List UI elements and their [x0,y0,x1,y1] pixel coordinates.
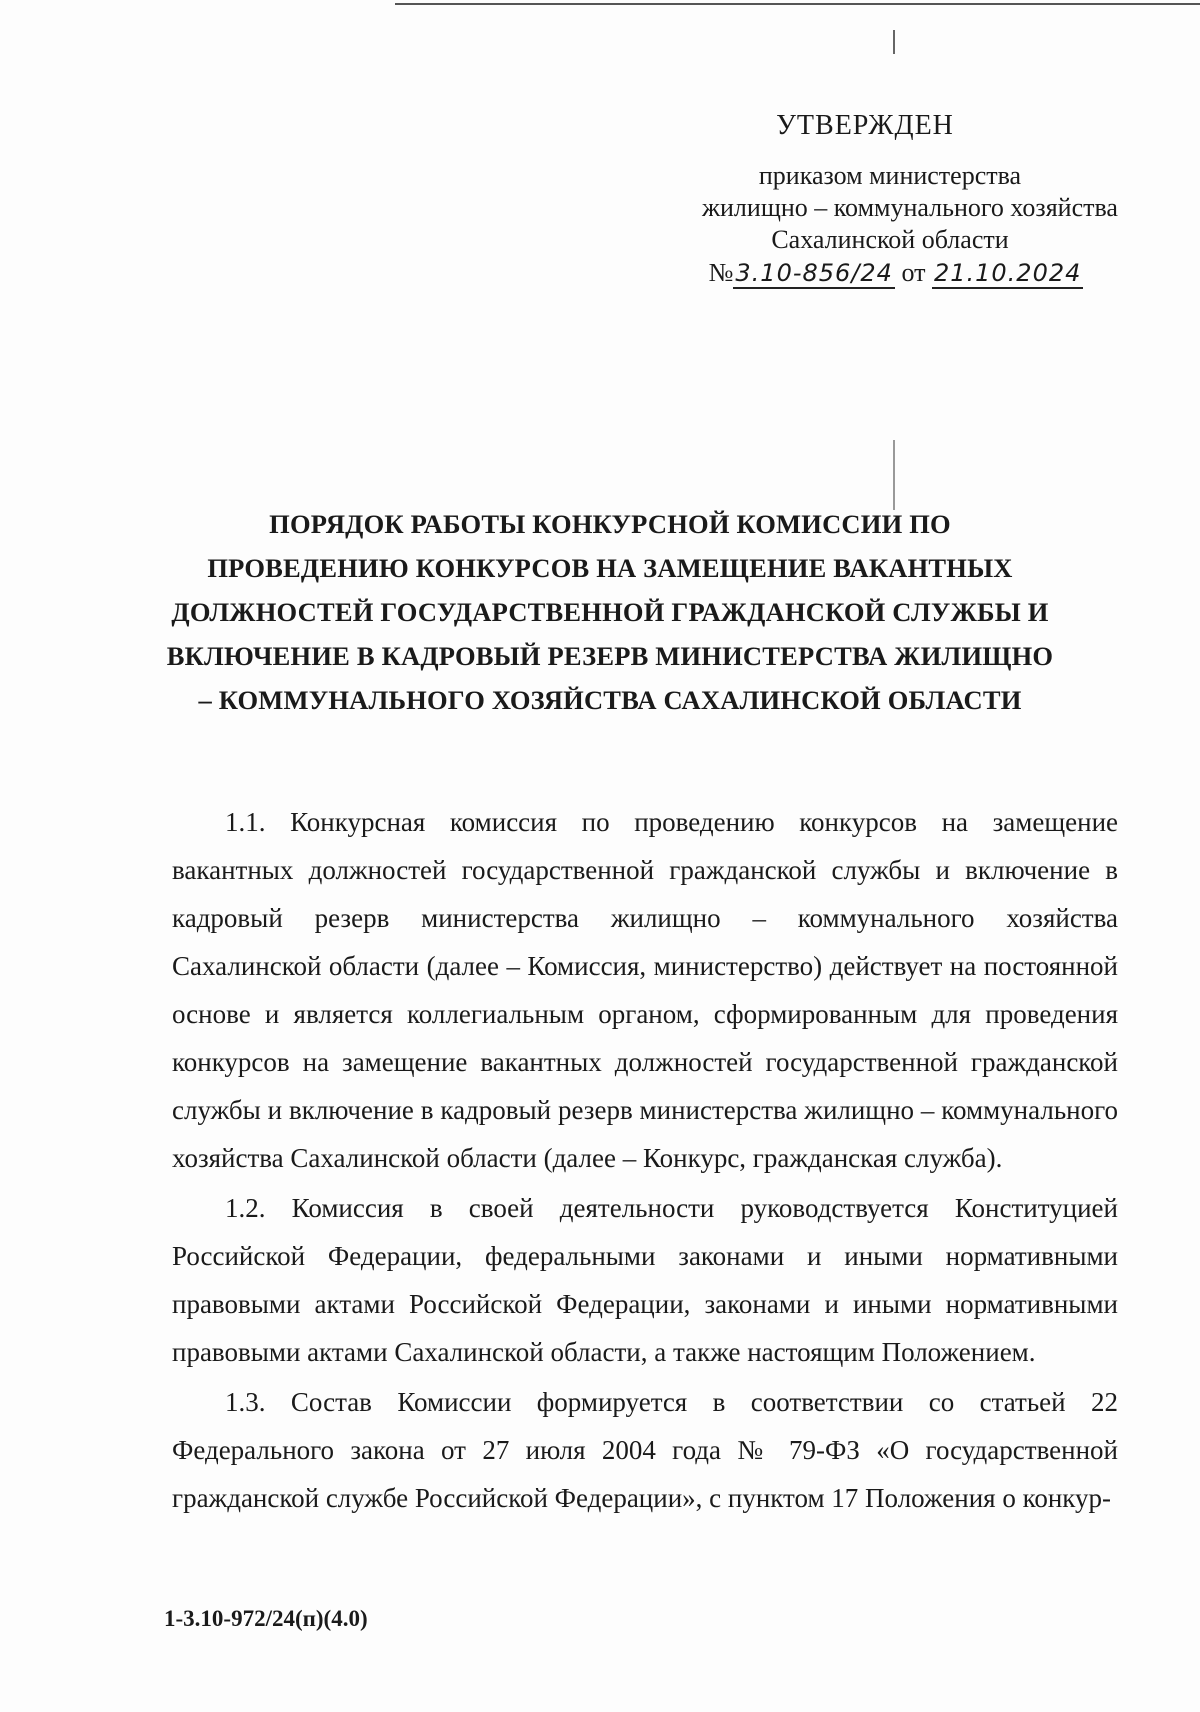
scan-mark [893,440,895,510]
title-line-3: ДОЛЖНОСТЕЙ ГОСУДАРСТВЕННОЙ ГРАЖДАНСКОЙ СЛУЖБЫ И [171,597,1049,627]
scan-mark [893,30,895,54]
approval-line-3: Сахалинской области [771,225,1009,254]
order-date: 21.10.2024 [933,259,1082,287]
paragraph-1-1: 1.1. Конкурсная комиссия по проведению конкурсов на замещение вакантных должностей государственной гражданской службы и включение в кадровый резерв министерства жилищно – коммунального хозяйства Сахалинской области (далее – Комиссия, министерство) действует на постоянной основе и является коллегиальным органом, сформированным для проведения конкурсов на замещение вакантных должностей государственной гражданской службы и включение в кадровый резерв министерства жилищно – коммунального хозяйства Сахалинской области (далее – Конкурс, гражданская служба). [172,807,1118,1173]
title-line-2: ПРОВЕДЕНИЮ КОНКУРСОВ НА ЗАМЕЩЕНИЕ ВАКАНТНЫХ [207,553,1013,583]
date-prefix: от [901,258,926,287]
title-line-1: ПОРЯДОК РАБОТЫ КОНКУРСНОЙ КОМИССИИ ПО [269,509,951,539]
scan-edge-line [395,3,1200,5]
order-number-line [652,256,1140,290]
approval-title: УТВЕРЖДЕН [776,110,954,141]
approval-line-1: приказом министерства [758,161,1022,190]
document-title [160,502,1060,722]
order-number: 3.10-856/24 [735,259,893,287]
approval-block [640,110,1140,290]
document-body [172,798,1118,1524]
title-line-4: ВКЛЮЧЕНИЕ В КАДРОВЫЙ РЕЗЕРВ МИНИСТЕРСТВА ЖИЛИЩНО [166,641,1054,671]
title-line-5: – КОММУНАЛЬНОГО ХОЗЯЙСТВА САХАЛИНСКОЙ ОБЛАСТИ [198,685,1022,715]
number-prefix: № [708,258,734,287]
document-code: 1-3.10-972/24(п)(4.0) [164,1606,368,1631]
approval-line-2: жилищно – коммунального хозяйства [702,193,1118,222]
paragraph-1-3: 1.3. Состав Комиссии формируется в соответствии со статьей 22 Федерального закона от 27 июля 2004 года № 79-ФЗ «О государственной гражданской службе Российской Федерации», с пунктом 17 Положения о конкур- [172,1387,1118,1513]
paragraph-1-2: 1.2. Комиссия в своей деятельности руководствуется Конституцией Российской Федерации, федеральными законами и иными нормативными правовыми актами Российской Федерации, законами и иными нормативными правовыми актами Сахалинской области, а также настоящим Положением. [172,1193,1118,1367]
